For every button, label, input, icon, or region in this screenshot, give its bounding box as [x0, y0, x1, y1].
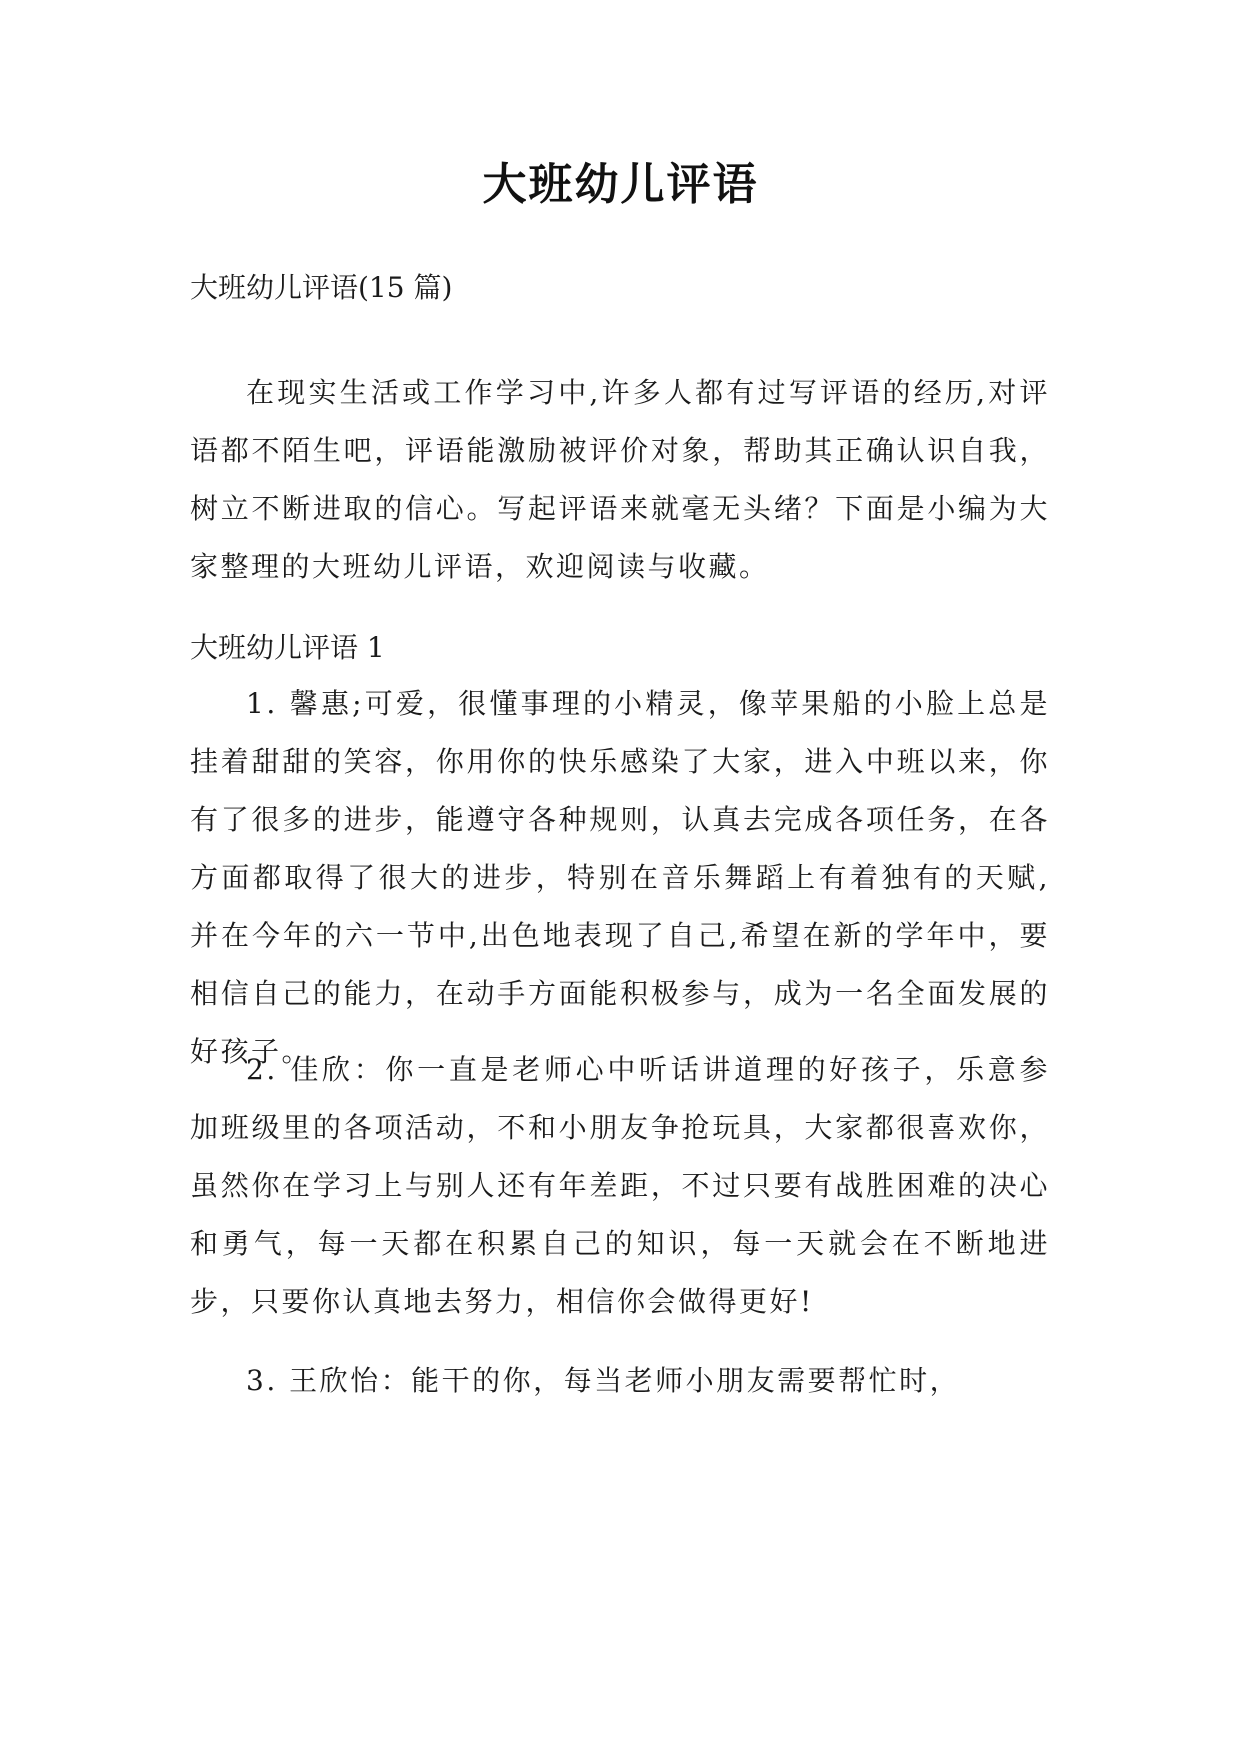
comment-item-2: 2. 佳欣：你一直是老师心中听话讲道理的好孩子，乐意参加班级里的各项活动，不和小朋友争抢玩具，大家都很喜欢你，虽然你在学习上与别人还有年差距，不过只要有战胜困难的决心和勇气，每一天都在积累自己的知识，每一天就会在不断地进步，只要你认真地去努力，相信你会做得更好!: [190, 1053, 1050, 1318]
comment-item-1: 1. 馨惠;可爱，很懂事理的小精灵，像苹果船的小脸上总是挂着甜甜的笑容，你用你的快乐感染了大家，进入中班以来，你有了很多的进步，能遵守各种规则，认真去完成各项任务，在各方面都取得了很大的进步，特别在音乐舞蹈上有着独有的天赋,并在今年的六一节中,出色地表现了自己,希望在新的学年中，要相信自己的能力，在动手方面能积极参与，成为一名全面发展的好孩子。: [190, 687, 1050, 1068]
section-heading: 大班幼儿评语 1: [190, 631, 385, 664]
intro-paragraph: 在现实生活或工作学习中,许多人都有过写评语的经历,对评语都不陌生吧，评语能激励被评价对象，帮助其正确认识自我，树立不断进取的信心。写起评语来就毫无头绪？下面是小编为大家整理的大班幼儿评语，欢迎阅读与收藏。: [190, 376, 1050, 583]
document-title: 大班幼儿评语: [482, 159, 759, 210]
comment-item-3: 3. 王欣怡：能干的你，每当老师小朋友需要帮忙时，: [246, 1364, 961, 1397]
document-subtitle: 大班幼儿评语(15 篇): [190, 271, 453, 304]
